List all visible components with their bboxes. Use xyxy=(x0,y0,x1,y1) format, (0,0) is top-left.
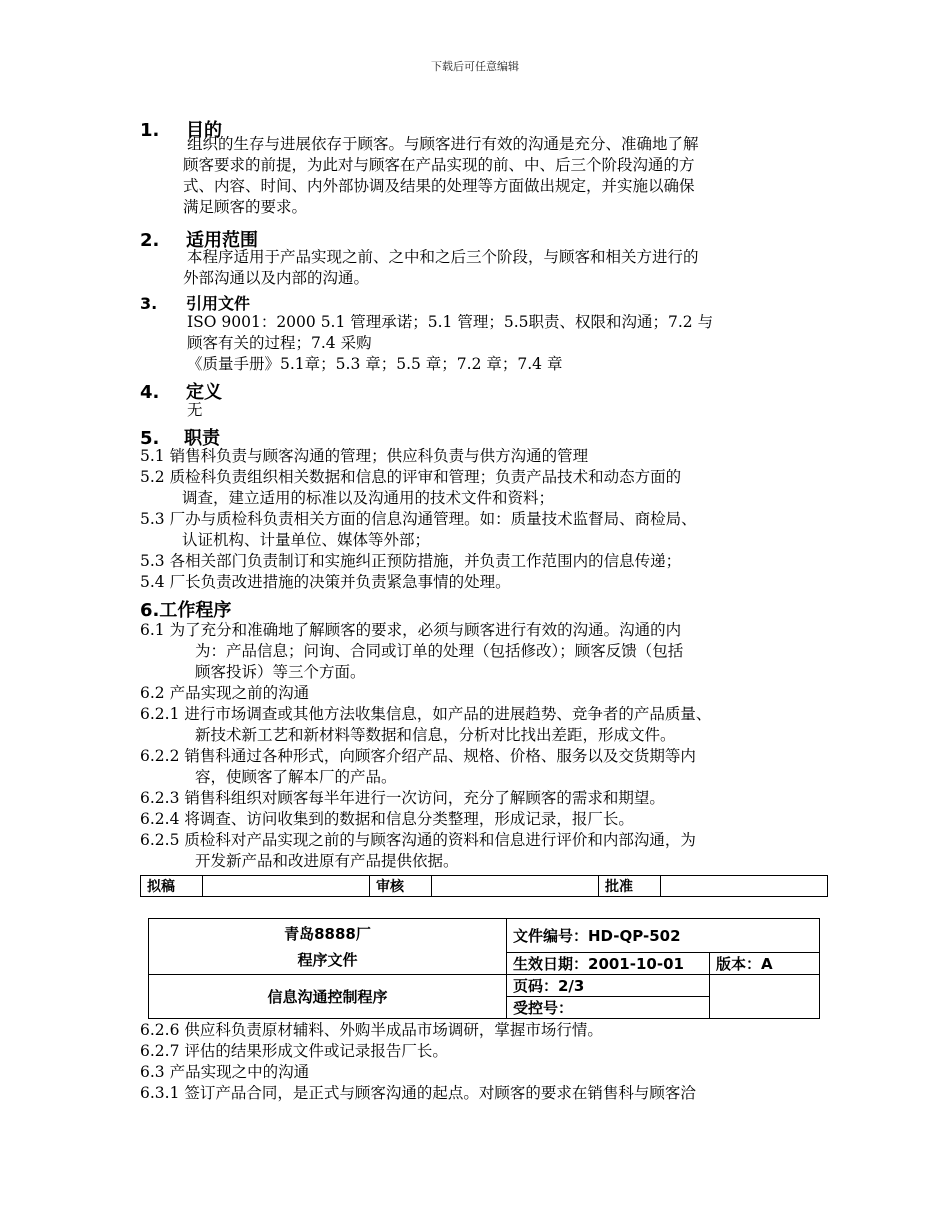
draft-label: 拟稿 xyxy=(141,876,203,897)
paragraph-line: 认证机构、计量单位、媒体等外部； xyxy=(182,531,431,549)
section-4-text xyxy=(187,400,203,421)
paragraph-line: 5.3 厂办与质检科负责相关方面的信息沟通管理。如：质量技术监督局、商检局、 xyxy=(140,510,697,528)
paragraph-line: 顾客投诉）等三个方面。 xyxy=(195,663,366,681)
section-number: 3. xyxy=(140,294,158,313)
paragraph-line: 6.2.4 将调查、访问收集到的数据和信息分类整理，形成记录，报厂长。 xyxy=(140,810,634,828)
paragraph-line: 6.2.7 评估的结果形成文件或记录报告厂长。 xyxy=(140,1042,448,1060)
section-1-text xyxy=(183,134,699,218)
section-5-text xyxy=(140,446,697,593)
doc-number: 文件编号：HD-QP-502 xyxy=(507,919,820,953)
paragraph-line: 6.1 为了充分和准确地了解顾客的要求，必须与顾客进行有效的沟通。沟通的内 xyxy=(140,621,682,639)
section-4-heading xyxy=(140,378,222,404)
paragraph-line: 6.3.1 签订产品合同，是正式与顾客沟通的起点。对顾客的要求在销售科与顾客洽 xyxy=(140,1084,696,1102)
section-2-text xyxy=(183,247,699,289)
effective-date: 生效日期：2001-10-01 xyxy=(507,953,710,975)
paragraph-line: 6.2.6 供应科负责原材辅料、外购半成品市场调研，掌握市场行情。 xyxy=(140,1021,603,1039)
paragraph-line: 容，使顾客了解本厂的产品。 xyxy=(195,768,397,786)
paragraph-line: 5.1 销售科负责与顾客沟通的管理；供应科负责与供方沟通的管理 xyxy=(140,447,589,465)
section-6-text xyxy=(140,620,711,872)
watermark: 下载后可任意编辑 xyxy=(431,60,519,73)
paragraph-line: 外部沟通以及内部的沟通。 xyxy=(183,269,370,287)
paragraph-line: 调查，建立适用的标准以及沟通用的技术文件和资料； xyxy=(182,489,555,507)
continued-text xyxy=(140,1020,696,1104)
paragraph-line: ISO 9001：2000 5.1 管理承诺；5.1 管理；5.5职责、权限和沟通；7.2 与 xyxy=(187,313,714,331)
paragraph-line: 本程序适用于产品实现之前、之中和之后三个阶段，与顾客和相关方进行的 xyxy=(187,248,699,266)
section-3-text xyxy=(187,312,713,375)
paragraph-line: 顾客有关的过程；7.4 采购 xyxy=(187,334,372,352)
paragraph-line: 为：产品信息；问询、合同或订单的处理（包括修改）；顾客反馈（包括 xyxy=(195,642,684,660)
signoff-table xyxy=(140,875,828,897)
paragraph-line: 顾客要求的前提，为此对与顾客在产品实现的前、中、后三个阶段沟通的方 xyxy=(183,156,695,174)
section-title: 目的 xyxy=(186,120,222,141)
section-title: 定义 xyxy=(186,382,222,403)
paragraph-line: 6.2 产品实现之前的沟通 xyxy=(140,684,310,702)
doc-title: 信息沟通控制程序 xyxy=(149,975,507,1019)
section-title: 适用范围 xyxy=(186,230,258,251)
review-field xyxy=(432,876,599,897)
review-label: 审核 xyxy=(370,876,432,897)
company-cell xyxy=(149,919,507,975)
version: 版本：A xyxy=(710,953,820,975)
paragraph-line: 开发新产品和改进原有产品提供依据。 xyxy=(195,852,459,870)
section-6-heading: 6.工作程序 xyxy=(140,600,232,621)
company-name: 青岛8888厂 xyxy=(284,924,371,943)
section-number: 1. xyxy=(140,120,160,141)
section-3-heading xyxy=(140,291,250,314)
approve-label: 批准 xyxy=(599,876,661,897)
paragraph-line: 6.2.1 进行市场调查或其他方法收集信息，如产品的进展趋势、竞争者的产品质量、 xyxy=(140,705,712,723)
paragraph-line: 新技术新工艺和新材料等数据和信息，分析对比找出差距，形成文件。 xyxy=(195,726,676,744)
paragraph-line: 6.3 产品实现之中的沟通 xyxy=(140,1063,310,1081)
approve-field xyxy=(661,876,828,897)
paragraph-line: 5.3 各相关部门负责制订和实施纠正预防措施，并负责工作范围内的信息传递； xyxy=(140,552,682,570)
paragraph-line: 组织的生存与进展依存于顾客。与顾客进行有效的沟通是充分、准确地了解 xyxy=(187,135,699,153)
section-number: 4. xyxy=(140,382,160,403)
doc-type: 程序文件 xyxy=(297,950,358,969)
blank-cell xyxy=(710,975,820,1019)
paragraph-line: 6.2.2 销售科通过各种形式，向顾客介绍产品、规格、价格、服务以及交货期等内 xyxy=(140,747,696,765)
paragraph-line: 满足顾客的要求。 xyxy=(183,198,308,216)
paragraph-line: 无 xyxy=(187,401,203,419)
draft-field xyxy=(203,876,370,897)
section-number: 5. xyxy=(140,428,160,449)
section-title: 职责 xyxy=(184,428,220,449)
section-title: 引用文件 xyxy=(186,294,251,313)
paragraph-line: 5.2 质检科负责组织相关数据和信息的评审和管理；负责产品技术和动态方面的 xyxy=(140,468,682,486)
paragraph-line: 5.4 厂长负责改进措施的决策并负责紧急事情的处理。 xyxy=(140,573,511,591)
paragraph-line: 式、内容、时间、内外部协调及结果的处理等方面做出规定，并实施以确保 xyxy=(183,177,695,195)
section-number: 2. xyxy=(140,230,160,251)
paragraph-line: 《质量手册》5.1章；5.3 章；5.5 章；7.2 章；7.4 章 xyxy=(187,355,563,373)
paragraph-line: 6.2.5 质检科对产品实现之前的与顾客沟通的资料和信息进行评价和内部沟通，为 xyxy=(140,831,696,849)
document-header xyxy=(148,918,820,1019)
controlled-number: 受控号： xyxy=(507,997,710,1019)
page-number: 页码：2/3 xyxy=(507,975,710,997)
paragraph-line: 6.2.3 销售科组织对顾客每半年进行一次访问，充分了解顾客的需求和期望。 xyxy=(140,789,665,807)
